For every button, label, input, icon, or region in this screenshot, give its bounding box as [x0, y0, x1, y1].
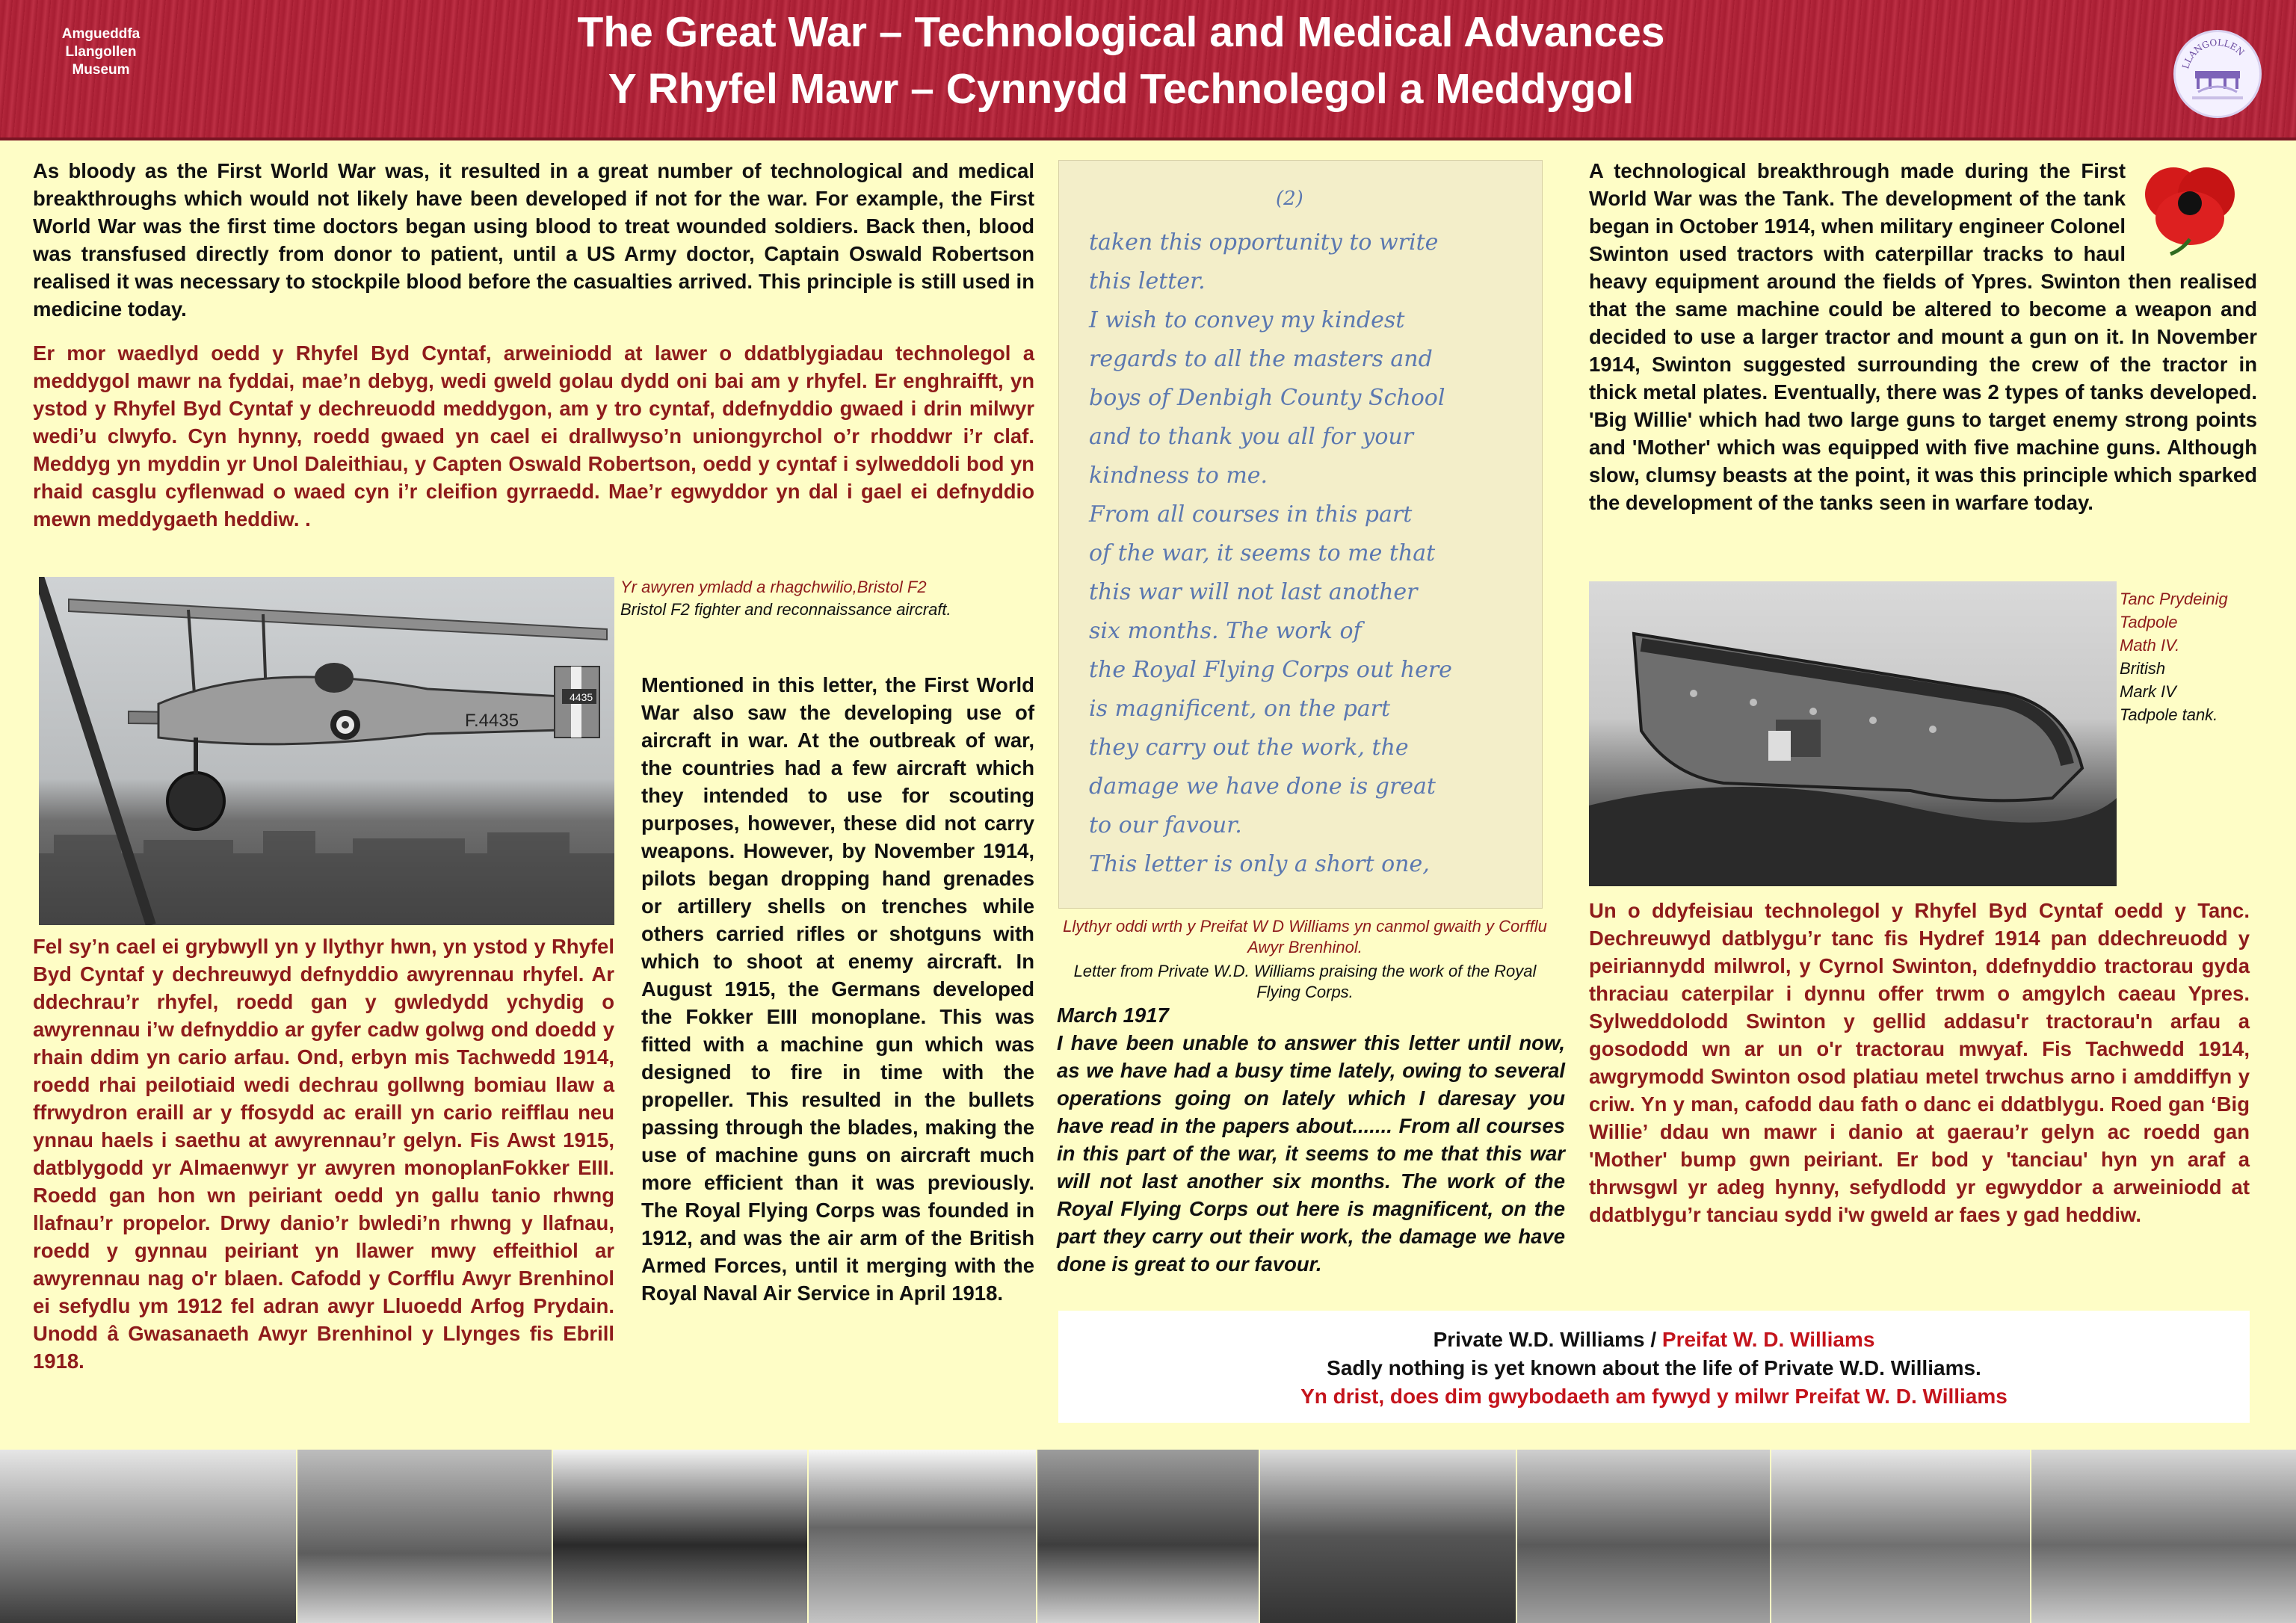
blood-text-welsh: Er mor waedlyd oedd y Rhyfel Byd Cyntaf, arweiniodd at lawer o ddatblygiadau technolegol a meddygol mawr na fyddai, mae’n debyg, wedi gweld golau dydd oni bai am y rhyfel. Er enghraifft, yn ystod y Rhyfel Byd Cyntaf y dechreuodd meddygon, am y tro cyntaf, ddefnyddio gwaed i drin milwyr wedi’u clwyfo. Cyn hynny, roedd gwaed yn cael ei drallwyso’n uniongyrchol o’r rhoddwr i’r claf. Meddyg yn myddin yr Unol Daleithiau, y Capten Oswald Robertson, oedd y cyntaf i sylweddoli bod yn rhaid casglu cyflenwad o waed cyn i’r cleifion gyrraedd. Mae’r egwyddor yn dal i gael ei defnyddio mewn meddygaeth heddiw. .	[33, 341, 1034, 531]
bridge-logo-icon	[2176, 32, 2259, 116]
museum-name	[22, 25, 179, 79]
strip-photo-hall	[553, 1450, 807, 1623]
letter-date: March 1917	[1057, 1004, 1169, 1027]
blood-text-english: As bloody as the First World War was, it resulted in a great number of technological and medical breakthroughs which would not likely have been developed if not for the war. For example, the First World War was the first time doctors began using blood to treat wounded soldiers. Back then, blood was transfused directly from donor to patient, until a US Army doctor, Captain Oswald Robertson realised it was necessary to stockpile blood before the casualties arrived. This principle is still used in medicine today.	[33, 159, 1034, 321]
letter-page-number: (2)	[1276, 188, 1303, 210]
strip-photo-bridge	[297, 1450, 552, 1623]
letter-line: the Royal Flying Corps out here	[1089, 657, 1452, 683]
tank-text-welsh: Un o ddyfeisiau technolegol y Rhyfel Byd Cyntaf oedd y Tanc. Dechreuwyd datblygu’r tanc fis Hydref 1914 pan ddechreuodd y peiriannydd milwrol, y Cyrnol Swinton, ddefnyddio tractorau gyda thraciau caterpilar i dynnu offer trwm o amgylch caeau Ypres. Sylweddolodd Swinton y gellid addasu'r tractorau'n arfau a gosododd wn ar un o'r tractorau mwyaf. Fis Tachwedd 1914, awgrymodd Swinton osod platiau metel trwchus arno i amddiffyn y criw. Yn y man, cafodd dau fath o danc ei ddatblygu. Roed gan ‘Big Willie’ ddau wn mawr i danio at gaerau’r gelyn ac roedd gan 'Mother' bump gwn peiriant. Er bod y 'tanciau' hyn yn araf a thrwsgwl yr adeg hynny, sefydlodd yr egwyddor a arweiniodd at ddatblygu’r tanciau sydd i'w gweld ar faes y gad heddiw.	[1589, 899, 2250, 1226]
letter-line: taken this opportunity to write	[1089, 229, 1439, 256]
tank-text-english-body: A technological breakthrough made during the First World War was the Tank. The development of the tank began in October 1914, when military engineer Colonel Swinton used tractors with caterpillar tracks to haul heavy equipment around the fields of Ypres. Swinton then realised that the same machine could be altered to become a weapon and decided to use a larger tractor and mount a gun on it. In November 1914, Swinton suggested surrounding the crew of the tractor in thick metal plates. Eventually, there was 2 types of tanks developed. 'Big Willie' which had two large guns to target enemy strong points and 'Mother' which was equipped with five machine guns. Although slow, clumsy beasts at the point, it was this principle which sparked the development of the tanks seen in warfare today.	[1589, 159, 2257, 514]
letter-line: this letter.	[1089, 268, 1206, 294]
letter-line: and to thank you all for your	[1089, 424, 1414, 450]
svg-text:LLANGOLLEN	[2180, 37, 2246, 70]
title-english: The Great War – Technological and Medical Advances	[577, 8, 1665, 56]
strip-photo-canal	[1517, 1450, 1770, 1623]
tank-text-english	[1589, 157, 2257, 516]
tank-caption-welsh-line: Tadpole	[2120, 613, 2178, 631]
strip-photo-town-road	[2031, 1450, 2296, 1623]
aircraft-caption-welsh: Yr awyren ymladd a rhagchwilio,Bristol F2	[620, 578, 927, 596]
museum-name-line: Llangollen	[65, 44, 137, 60]
letter-line: This letter is only a short one,	[1089, 851, 1430, 877]
notice-line-english: Sadly nothing is yet known about the life of Private W.D. Williams.	[1327, 1356, 1981, 1379]
letter-line: From all courses in this part	[1089, 501, 1413, 528]
tank-caption	[2120, 587, 2292, 726]
photo-strip	[0, 1450, 2296, 1623]
strip-photo-abbey	[1037, 1450, 1259, 1623]
letter-line: six months. The work of	[1089, 618, 1362, 644]
museum-name-line: Museum	[72, 62, 130, 78]
tank-caption-english-line: Tadpole tank.	[2120, 705, 2218, 724]
letter-line: to our favour.	[1089, 812, 1242, 838]
biplane-icon	[39, 577, 614, 925]
soldier-notice	[1058, 1311, 2250, 1423]
letter-line: of the war, it seems to me that	[1089, 540, 1436, 566]
tank-caption-english-line: British	[2120, 659, 2166, 678]
tank-caption-english-line: Mark IV	[2120, 682, 2176, 701]
aircraft-text-welsh: Fel sy’n cael ei grybwyll yn y llythyr hwn, yn ystod y Rhyfel Byd Cyntaf y dechreuwyd defnyddio awyrennau rhyfel. Ar ddechrau’r rhyfel, roedd gan y gwledydd ychydig o awyrennau i’w defnyddio ar gyfer cadw golwg ond doedd y rhain ddim yn cario arfau. Ond, erbyn mis Tachwedd 1914, roedd rhai peilotiaid wedi dechrau gollwng bomiau llaw a ffrwydron eraill ar y ffosydd ac eraill yn cario reifflau neu ynnau haels i saethu at awyrennau’r gelyn. Fis Awst 1915, datblygodd yr Almaenwyr yr awyren monoplanFokker EIII. Roedd gan hon wn peiriant oedd yn gallu tanio rhwng llafnau’r propelor. Drwy danio’r bwledi’n rhwng y llafnau, roedd y gynnau peiriant yn llawer mwy effeithiol ar awyrennau nag o'r blaen. Cafodd y Corfflu Awyr Brenhinol ei sefydlu ym 1912 fel adran awyr Lluoedd Arfog Prydain. Unodd â Gwasanaeth Awyr Brenhinol y Llynges fis Ebrill 1918.	[33, 935, 614, 1373]
letter-line: kindness to me.	[1089, 463, 1268, 489]
letter-caption-english: Letter from Private W.D. Williams praising the work of the Royal Flying Corps.	[1073, 962, 1537, 1001]
aircraft-tail-number: 4435	[570, 691, 593, 703]
handwritten-letter	[1058, 160, 1543, 909]
tank-photo	[1589, 581, 2117, 886]
tank-caption-welsh-line: Tanc Prydeinig	[2120, 590, 2228, 608]
letter-caption-welsh: Llythyr oddi wrth y Preifat W D Williams yn canmol gwaith y Corfflu Awyr Brenhinol.	[1063, 917, 1547, 956]
museum-name-line: Amgueddfa	[61, 26, 141, 42]
tank-caption-welsh-line: Math IV.	[2120, 636, 2180, 655]
letter-line: they carry out the work, the	[1089, 735, 1409, 761]
notice-name-english: Private W.D. Williams /	[1433, 1328, 1662, 1351]
letter-line: this war will not last another	[1089, 579, 1418, 605]
strip-photo-chapel	[1260, 1450, 1516, 1623]
aircraft-photo	[39, 577, 614, 925]
notice-line-welsh: Yn drist, does dim gwybodaeth am fywyd y milwr Preifat W. D. Williams	[1300, 1385, 2008, 1408]
letter-line: damage we have done is great	[1089, 773, 1436, 800]
letter-line: is magnificent, on the part	[1089, 696, 1391, 722]
letter-transcript: I have been unable to answer this letter until now, as we have had a busy time lately, owing to several operations going on lately which I daresay you have read in the papers about....... From all courses in this part of the war, it seems to me that this war will not last another six months. The work of the Royal Flying Corps out here is magnificent, on the part they carry out their work, the damage we have done is great to our favour.	[1057, 1031, 1565, 1276]
aircraft-caption-english: Bristol F2 fighter and reconnaissance aircraft.	[620, 600, 951, 619]
strip-photo-village-street	[0, 1450, 296, 1623]
letter-line: boys of Denbigh County School	[1089, 385, 1445, 411]
museum-logo	[2173, 30, 2262, 118]
aircraft-serial: F.4435	[465, 711, 519, 731]
letter-line: regards to all the masters and	[1089, 346, 1433, 372]
aircraft-text-english: Mentioned in this letter, the First World War also saw the developing use of aircraft in war. At the outbreak of war, the countries had a few aircraft which they intended to use for scouting purposes, however, these did not carry weapons. However, by November 1914, pilots began dropping hand grenades or artillery shells on trenches while others carried rifles or shotguns with which to shoot at enemy aircraft. In August 1915, the Germans developed the Fokker EIII monoplane. This was fitted with a machine gun which was designed to fire in time with the propeller. This resulted in the bullets passing through the blades, making the use of machine guns on aircraft much more efficient than it was previously. The Royal Flying Corps was founded in 1912, and was the air arm of the British Armed Forces, until it merging with the Royal Naval Air Service in April 1918.	[641, 673, 1034, 1305]
logo-text: LLANGOLLEN	[2180, 37, 2247, 70]
letter-line: I wish to convey my kindest	[1089, 307, 1405, 333]
tank-icon	[1589, 581, 2117, 886]
strip-photo-church	[809, 1450, 1036, 1623]
title-welsh: Y Rhyfel Mawr – Cynnydd Technolegol a Meddygol	[608, 65, 1635, 113]
strip-photo-castle-ruin	[1771, 1450, 2030, 1623]
notice-name-welsh: Preifat W. D. Williams	[1661, 1328, 1875, 1351]
